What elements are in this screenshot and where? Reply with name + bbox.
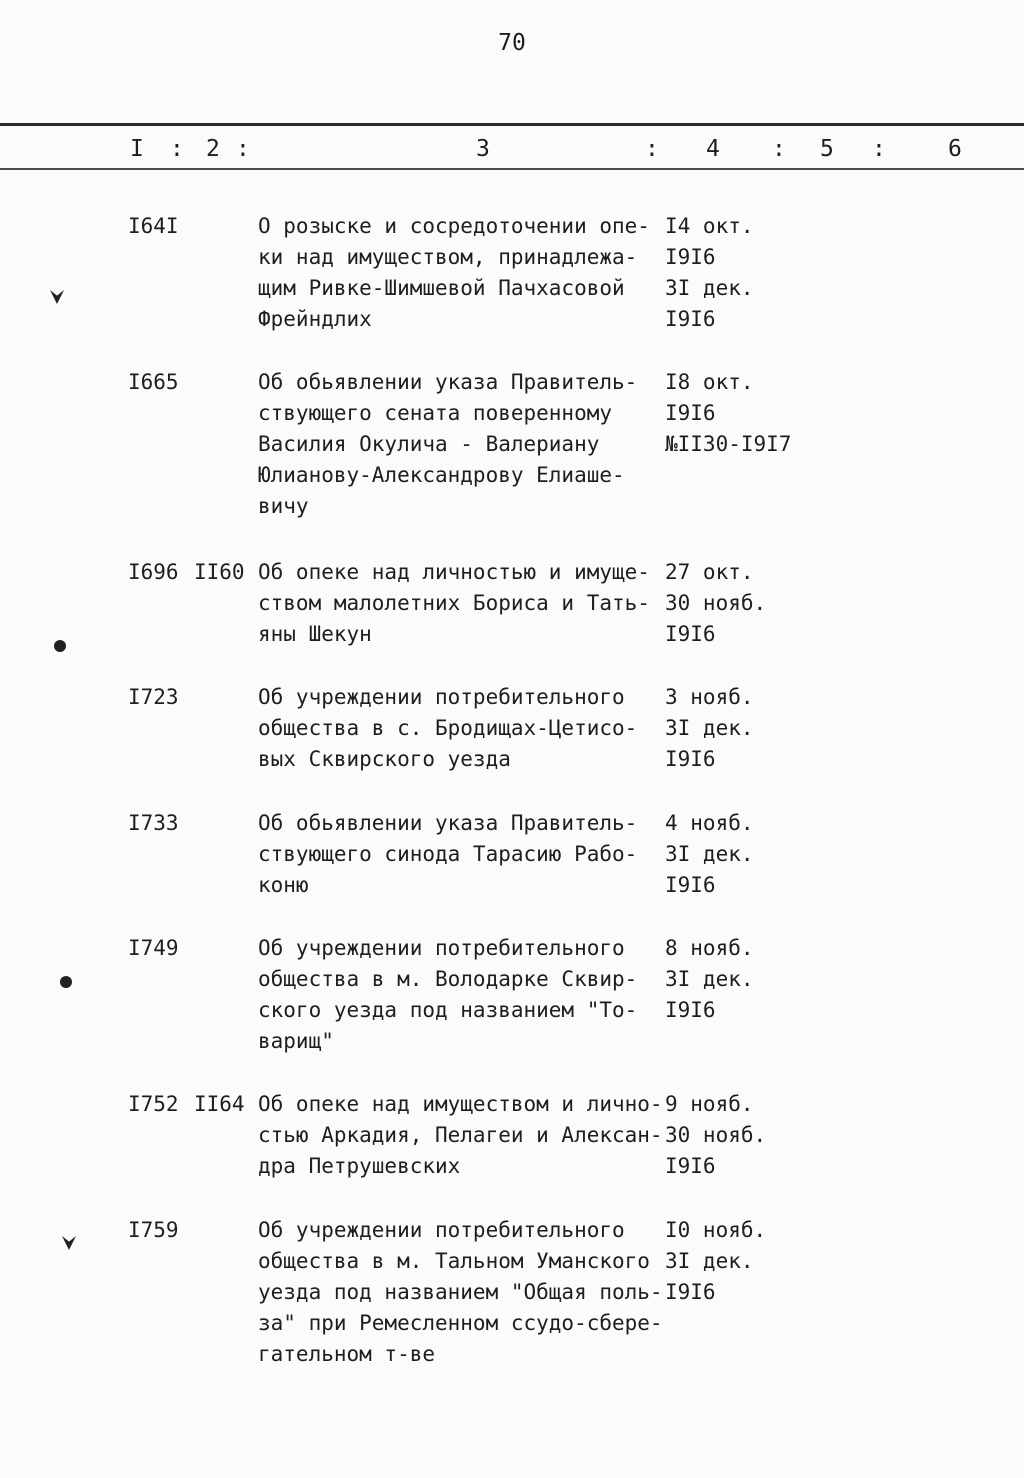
entry-text-line: Об учреждении потребительного	[258, 1218, 625, 1242]
entry-date: 27 окт.	[665, 560, 754, 584]
entry-text-line: дра Петрушевских	[258, 1154, 461, 1178]
entry-text-line: гательном т-ве	[258, 1342, 436, 1366]
col-header-4: 4	[706, 136, 720, 162]
entry-date: 8 нояб.	[665, 936, 754, 960]
entry-text-line: Об опеке над имуществом и лично-	[258, 1092, 663, 1116]
entry-date: 30 нояб.	[665, 1123, 767, 1147]
entry-text-line: Юлианову-Александрову Елиаше-	[258, 463, 625, 487]
entry-date: I4 окт.	[665, 214, 754, 238]
entry-number: I749	[128, 936, 179, 960]
entry-number-2: II60	[194, 560, 245, 584]
entry-date: 3I дек.	[665, 967, 754, 991]
entry-text-line: коню	[258, 873, 309, 897]
entry-text-line: варищ"	[258, 1029, 334, 1053]
entry-date: 30 нояб.	[665, 591, 767, 615]
entry-date: I9I6	[665, 245, 716, 269]
entry-text-line: щим Ривке-Шимшевой Пачхасовой	[258, 276, 625, 300]
entry-text-line: общества в м. Тальном Уманского	[258, 1249, 650, 1273]
entry-text-line: Об учреждении потребительного	[258, 936, 625, 960]
entry-text-line: стью Аркадия, Пелагеи и Алексан-	[258, 1123, 663, 1147]
header-bottom-rule	[0, 168, 1024, 170]
entry-text-line: О розыске и сосредоточении опе-	[258, 214, 650, 238]
margin-mark-icon	[62, 1236, 76, 1250]
entry-text-line: Василия Окулича - Валериану	[258, 432, 600, 456]
col-separator: :	[772, 136, 786, 162]
entry-text-line: за" при Ремесленном ссудо-сбере-	[258, 1311, 663, 1335]
entry-number: I64I	[128, 214, 179, 238]
entry-date: I9I6	[665, 747, 716, 771]
entry-date: 4 нояб.	[665, 811, 754, 835]
margin-mark-icon	[50, 290, 64, 304]
entry-text-line: вичу	[258, 494, 309, 518]
entry-text-line: уезда под названием "Общая поль-	[258, 1280, 663, 1304]
col-header-1: I	[130, 136, 144, 162]
entry-date: 3I дек.	[665, 716, 754, 740]
entry-number: I665	[128, 370, 179, 394]
entry-date: I9I6	[665, 873, 716, 897]
col-separator: :	[236, 136, 250, 162]
entry-date: 3I дек.	[665, 1249, 754, 1273]
entry-number: I759	[128, 1218, 179, 1242]
col-separator: :	[872, 136, 886, 162]
entry-date: I9I6	[665, 622, 716, 646]
col-separator: :	[170, 136, 184, 162]
entry-number: I752	[128, 1092, 179, 1116]
header-top-rule	[0, 123, 1024, 126]
entry-number: I696	[128, 560, 179, 584]
entry-text-line: вых Сквирского уезда	[258, 747, 511, 771]
entry-text-line: общества в м. Володарке Сквир-	[258, 967, 638, 991]
entry-number-2: II64	[194, 1092, 245, 1116]
col-header-5: 5	[820, 136, 834, 162]
entry-number: I733	[128, 811, 179, 835]
margin-mark-icon	[60, 976, 72, 988]
entry-text-line: Об обьявлении указа Правитель-	[258, 811, 638, 835]
entry-date: 3 нояб.	[665, 685, 754, 709]
entry-date: I9I6	[665, 998, 716, 1022]
entry-number: I723	[128, 685, 179, 709]
entry-date: I9I6	[665, 307, 716, 331]
entry-date: I9I6	[665, 401, 716, 425]
entry-text-line: ки над имуществом, принадлежа-	[258, 245, 638, 269]
entry-text-line: ством малолетних Бориса и Тать-	[258, 591, 650, 615]
entry-text-line: Об учреждении потребительного	[258, 685, 625, 709]
entry-date: 3I дек.	[665, 276, 754, 300]
entry-text-line: общества в с. Бродищах-Цетисо-	[258, 716, 638, 740]
col-header-6: 6	[948, 136, 962, 162]
entry-text-line: ского уезда под названием "То-	[258, 998, 638, 1022]
entry-date: I0 нояб.	[665, 1218, 767, 1242]
entry-text-line: Об обьявлении указа Правитель-	[258, 370, 638, 394]
entry-date: I9I6	[665, 1154, 716, 1178]
entry-text-line: яны Шекун	[258, 622, 372, 646]
entry-date: №II30-I9I7	[665, 432, 792, 456]
col-header-2: 2	[206, 136, 220, 162]
entry-date: 9 нояб.	[665, 1092, 754, 1116]
entry-text-line: Фрейндлих	[258, 307, 372, 331]
entry-text-line: ствующего синода Тарасию Рабо-	[258, 842, 638, 866]
entry-date: I8 окт.	[665, 370, 754, 394]
margin-mark-icon	[54, 640, 66, 652]
col-separator: :	[645, 136, 659, 162]
entry-text-line: Об опеке над личностью и имуще-	[258, 560, 650, 584]
entry-date: I9I6	[665, 1280, 716, 1304]
col-header-3: 3	[476, 136, 490, 162]
page-number: 70	[498, 30, 526, 56]
entry-date: 3I дек.	[665, 842, 754, 866]
entry-text-line: ствующего сената поверенному	[258, 401, 613, 425]
